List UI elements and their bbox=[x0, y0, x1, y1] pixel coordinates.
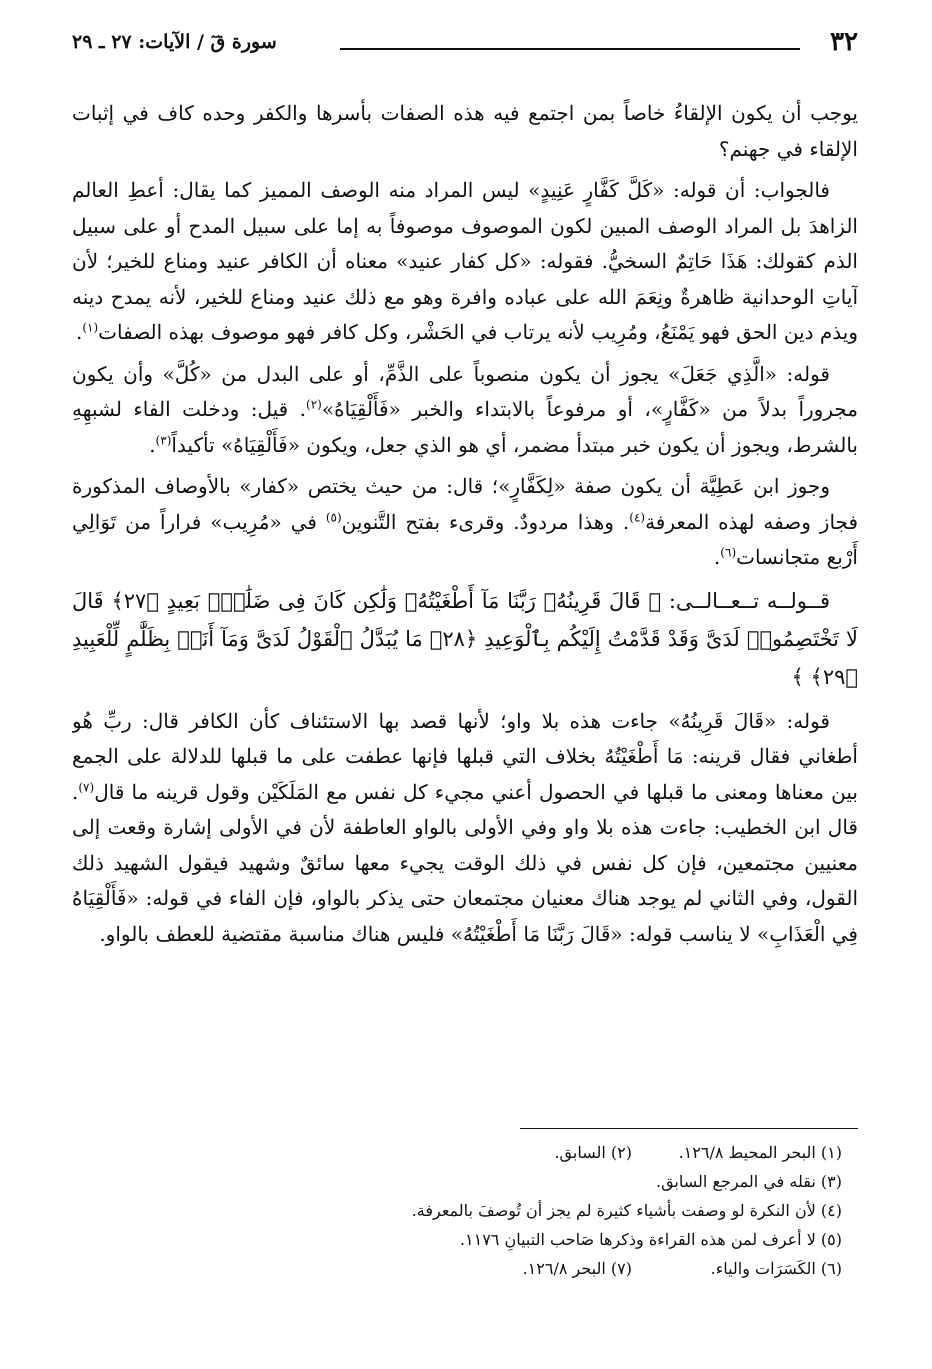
header-rule bbox=[340, 48, 800, 50]
footnote-ref-5[interactable]: (٥) bbox=[325, 509, 342, 524]
page-number: ٣٢ bbox=[830, 27, 858, 57]
footnote-ref-7[interactable]: (٧) bbox=[78, 779, 95, 794]
paragraph-5-text-a: قوله: «قَالَ قَرِينُهُ» جاءت هذه بلا واو؛ لأنها قصد بها الاستئناف كأن الكافر قال: ربِّ هُو أطغاني فقال قرينه: مَا أَطْغَيْتُهُ بخلاف التي قبلها فإنها عطفت على ما قبلها للدلالة على الجمع بين معناها ومعنى ما قبلها في الحصول أعني مجيء كل نفس مع المَلَكَيْن وقول قرينه ما قال bbox=[72, 708, 858, 804]
running-title: سورة قٓ / الآيات: ٢٧ ـ ٢٩ bbox=[72, 31, 277, 53]
footnote-ref-2[interactable]: (٢) bbox=[306, 397, 322, 412]
paragraph-4-text-c: في «مُرِيب» فراراً من تَوَالِي أَرْبع متجانسات bbox=[72, 509, 858, 569]
footnote-separator bbox=[520, 1128, 858, 1129]
main-text bbox=[72, 96, 858, 1110]
footnote-ref-3[interactable]: (٣) bbox=[155, 432, 172, 447]
paragraph-2-text: فالجواب: أن قوله: «كَلَّ كَفَّارٍ عَنِيدٍ» ليس المراد منه الوصف المميز كما يقال: أعطِ العالم الزاهدَ بل المراد الوصف المبين لكون الموصوف موصوفاً به إما على سبيل المدح أو على سبيل الذم كقولك: هَذَا حَاتِمٌ السخيُّ. فقوله: «كل كفار عنيد» معناه أن الكافر عنيد ومناع للخير؛ لأن آياتِ الوحدانية ظاهرةٌ ونِعَمَ الله على عباده وافرة وهو مع ذلك عنيد ومناع للخير، لأنه يمدح دينه ويذم دين الحق فهو يَمْنَعُ، ومُرِيب لأنه يرتاب في الحَشْر، وكل كافر فهو موصوف بهذه الصفات bbox=[72, 178, 858, 344]
footnote-ref-4[interactable]: (٤) bbox=[629, 509, 646, 524]
paragraph-1-text: يوجب أن يكون الإلقاءُ خاصاً بمن اجتمع فيه هذه الصفات بأسرها والكفر وحده كاف في إثبات الإلقاء في جهنم؟ bbox=[72, 101, 858, 161]
footnote-ref-6[interactable]: (٦) bbox=[720, 545, 737, 560]
footnote-ref-1[interactable]: (١) bbox=[82, 320, 99, 335]
quran-verse bbox=[72, 582, 858, 696]
footnote-row-1 bbox=[72, 1138, 842, 1167]
footnote-5: (٥) لا أعرف لمن هذه القراءة وذكرها صَاحب التبيانِ ١١٧٦. bbox=[459, 1230, 842, 1249]
paragraph-4-text-a: وجوز ابن عَطِيَّة أن يكون صفة «لِكَفَّارٍ»؛ قال: من حيث يختص «كفار» بالأوصاف المذكورة فجاز وصفه لهذه المعرفة bbox=[72, 474, 858, 534]
footnote-row-4 bbox=[72, 1254, 842, 1283]
footnote-4: (٤) لأن النكرة لو وصفت بأشياء كثيرة لم يجز أن تُوصفَ بالمعرفة. bbox=[411, 1201, 842, 1220]
paragraph-5 bbox=[72, 704, 858, 953]
footnote-1: (١) البحر المحيط ١٢٦/٨. bbox=[678, 1143, 842, 1162]
footnote-6: (٦) الكَسَرَات والياء. bbox=[710, 1259, 842, 1278]
page-header bbox=[72, 26, 858, 62]
paragraph-3 bbox=[72, 357, 858, 464]
period: . bbox=[713, 545, 721, 569]
footnote-3: (٣) نقله في المرجع السابق. bbox=[656, 1172, 842, 1191]
paragraph-4 bbox=[72, 469, 858, 576]
paragraph-3-text-a: قوله: «الَّذِي جَعَلَ» يجوز أن يكون منصوباً على الذَّمِّ، أو على البدل من «كُلَّ» وأن يكون مجروراً بدلاً من «كَفَّارٍ»، أو مرفوعاً بالابتداء والخبر «فَأَلْقِيَاهُ» bbox=[72, 361, 858, 421]
period: . bbox=[149, 432, 156, 457]
footnote-2: (٢) السابق. bbox=[554, 1143, 632, 1162]
paragraph-3-text-b: . قيل: ودخلت الفاء لشبهِهِ بالشرط، ويجوز أن يكون خبر مبتدأ مضمر، أي هو الذي جعل، ويكون «فَأَلْقِيَاهُ» تأكيداً bbox=[72, 397, 858, 457]
footnote-7: (٧) البحر ١٢٦/٨. bbox=[522, 1259, 632, 1278]
paragraph-2 bbox=[72, 173, 858, 351]
period: . bbox=[75, 320, 83, 344]
paragraph-4-text-b: . وهذا مردودٌ. وقرىء بفتح التَّنوين bbox=[341, 509, 630, 534]
footnotes bbox=[72, 1138, 842, 1338]
paragraph-5-text-b: . قال ابن الخطيب: جاءت هذه بلا واو وفي الأولى بالواو العاطفة لأن في الأولى إشارة وقعت إلى معنيين مجتمعين، فإن كل نفس في ذلك الوقت يجيء معها سائقٌ وشهيد فيقول الشهيد ذلك القول، وفي الثاني لم يوجد هناك معنيان مجتمعان حتى يذكر بالواو، فإن الفاء في قوله: «فَأَلْقِيَاهُ فِي الْعَذَابِ» لا يناسب قوله: «قَالَ رَبَّنَا مَا أَطْغَيْتُهُ» فليس هناك مناسبة مقتضية للعطف بالواو. bbox=[72, 779, 858, 946]
verse-text: قــولــه تــعــالــى: ﴿ قَالَ قَرِينُهُۥ رَبَّنَا مَآ أَطْغَيْتُهُۥ وَلَٰكِن كَانَ فِى ضَلَٰلٍۭ بَعِيدٍ ﴿٢٧﴾ قَالَ لَا تَخْتَصِمُوا۟ لَدَىَّ وَقَدْ قَدَّمْتُ إِلَيْكُم بِٱلْوَعِيدِ ﴿٢٨﴾ مَا يُبَدَّلُ ٱلْقَوْلُ لَدَىَّ وَمَآ أَنَا۠ بِظَلَّٰمٍ لِّلْعَبِيدِ ﴿٢٩﴾ ﴾ bbox=[72, 588, 858, 689]
paragraph-1 bbox=[72, 96, 858, 167]
